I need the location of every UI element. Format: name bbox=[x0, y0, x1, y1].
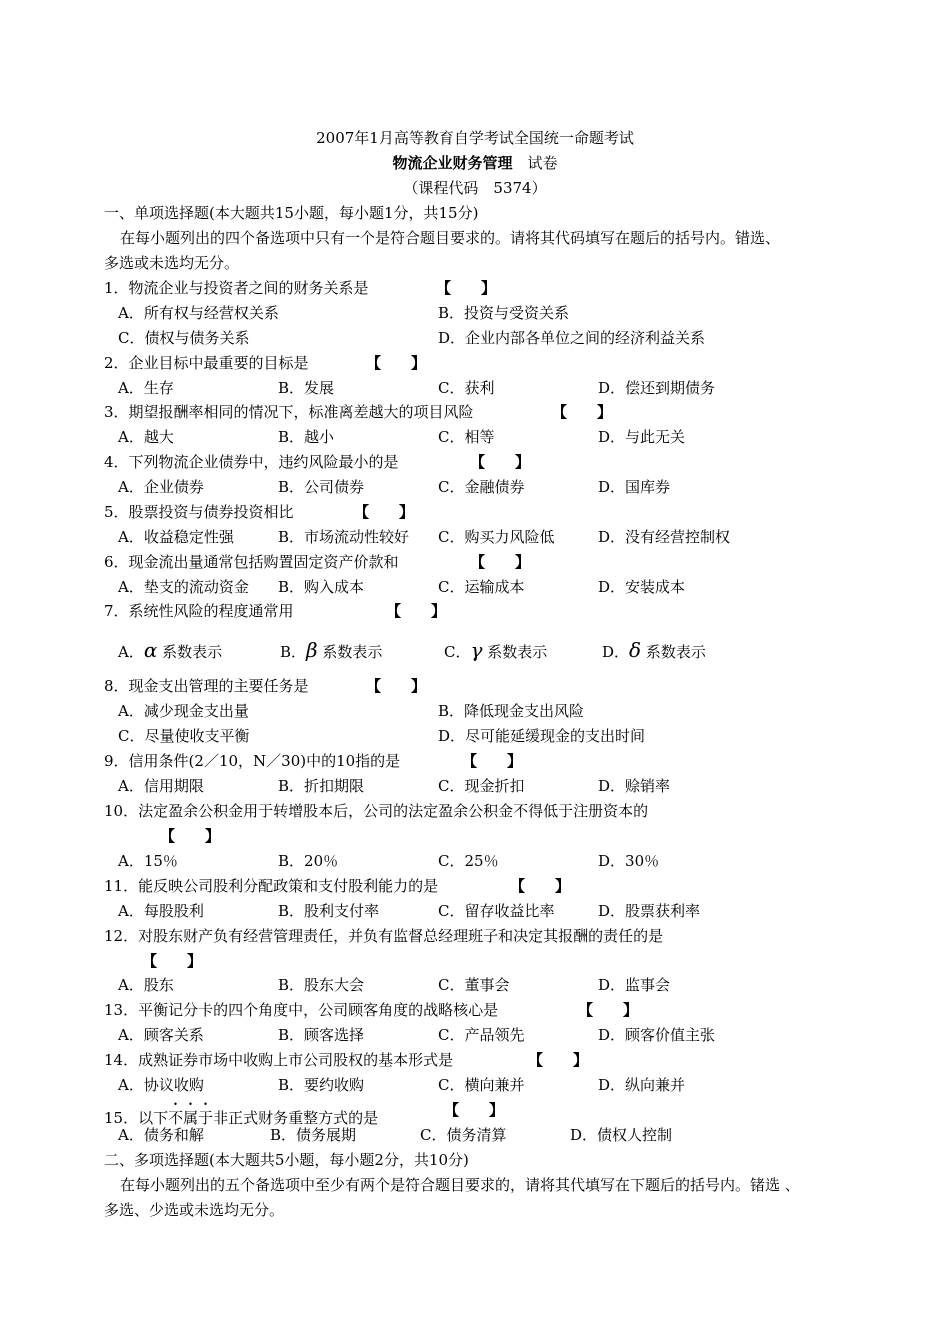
question-4-option-a: A．企业债券 bbox=[118, 478, 204, 496]
question-2-stem: 2．企业目标中最重要的目标是 bbox=[104, 354, 309, 372]
question-5-option-a: A．收益稳定性强 bbox=[118, 528, 234, 546]
question-14-stem: 14．成熟证券市场中收购上市公司股权的基本形式是 bbox=[104, 1051, 454, 1069]
question-9-option-b: B．折扣期限 bbox=[278, 777, 365, 795]
section1-instruction-cont: 多选或未选均无分。 bbox=[104, 254, 240, 272]
question-3-option-a: A．越大 bbox=[118, 428, 174, 446]
question-8-option-c: C．尽量使收支平衡 bbox=[118, 727, 250, 745]
answer-bracket: 【 】 bbox=[366, 677, 427, 695]
question-6-option-d: D．安装成本 bbox=[598, 578, 686, 596]
answer-bracket: 【 】 bbox=[444, 1101, 505, 1119]
question-4-option-c: C．金融债券 bbox=[438, 478, 525, 496]
answer-bracket: 【 】 bbox=[510, 877, 571, 895]
answer-bracket: 【 】 bbox=[470, 553, 531, 571]
section1-heading: 一、单项选择题(本大题共15小题，每小题1分，共15分) bbox=[104, 204, 479, 222]
section1-instruction: 在每小题列出的四个备选项中只有一个是符合题目要求的。请将其代码填写在题后的括号内。错选、 bbox=[120, 229, 781, 247]
question-12-option-a: A．股东 bbox=[118, 976, 174, 994]
answer-bracket: 【 】 bbox=[160, 827, 221, 845]
question-9-option-a: A．信用期限 bbox=[118, 777, 204, 795]
question-1-stem: 1．物流企业与投资者之间的财务关系是 bbox=[104, 279, 369, 297]
question-5-stem: 5．股票投资与债券投资相比 bbox=[104, 503, 294, 521]
question-14-option-c: C．横向兼并 bbox=[438, 1076, 525, 1094]
title-suffix: 试卷 bbox=[527, 154, 558, 172]
question-14-option-a: A．协议收购 bbox=[118, 1076, 204, 1094]
section2-instruction-cont: 多选、少选或未选均无分。 bbox=[104, 1201, 285, 1219]
answer-bracket: 【 】 bbox=[436, 279, 497, 297]
question-10-option-a: A．15％ bbox=[118, 852, 178, 870]
question-7-option-c: C．γ 系数表示 bbox=[444, 638, 548, 662]
question-11-option-a: A．每股股利 bbox=[118, 902, 204, 920]
question-2-option-c: C．获利 bbox=[438, 379, 495, 397]
section2-instruction: 在每小题列出的五个备选项中至少有两个是符合题目要求的，请将其代填写在下题后的括号内。锗选 、 bbox=[120, 1176, 800, 1194]
question-13-stem: 13．平衡记分卡的四个角度中，公司顾客角度的战略核心是 bbox=[104, 1001, 499, 1019]
question-8-option-b: B．降低现金支出风险 bbox=[438, 702, 585, 720]
question-10-option-c: C．25％ bbox=[438, 852, 499, 870]
question-10-stem: 10．法定盈余公积金用于转增股本后，公司的法定盈余公积金不得低于注册资本的 bbox=[104, 802, 649, 820]
question-10-option-d: D．30％ bbox=[598, 852, 660, 870]
question-12-stem: 12．对股东财产负有经营管理责任，并负有监督总经理班子和决定其报酬的责任的是 bbox=[104, 927, 664, 945]
exam-title bbox=[0, 153, 950, 173]
question-7-option-b: B．β 系数表示 bbox=[280, 638, 383, 662]
course-code: （课程代码 5374） bbox=[403, 179, 547, 197]
question-5-option-b: B．市场流动性较好 bbox=[278, 528, 410, 546]
question-9-stem: 9．信用条件(2／10，N／30)中的10指的是 bbox=[104, 752, 401, 770]
answer-bracket: 【 】 bbox=[578, 1001, 639, 1019]
question-15-option-d: D．债权人控制 bbox=[570, 1126, 673, 1144]
question-15-option-b: B．债务展期 bbox=[270, 1126, 357, 1144]
answer-bracket: 【 】 bbox=[142, 952, 203, 970]
question-8-option-d: D．尽可能延缓现金的支出时间 bbox=[438, 727, 646, 745]
question-6-stem: 6．现金流出量通常包括购置固定资产价款和 bbox=[104, 553, 399, 571]
exam-header-line: 2007年1月高等教育自学考试全国统一命题考试 bbox=[316, 129, 634, 147]
question-3-stem: 3．期望报酬率相同的情况下，标准离差越大的项目风险 bbox=[104, 403, 474, 421]
question-6-option-a: A．垫支的流动资金 bbox=[118, 578, 249, 596]
gamma-symbol: γ bbox=[470, 638, 483, 662]
question-2-option-d: D．偿还到期债务 bbox=[598, 379, 716, 397]
answer-bracket: 【 】 bbox=[552, 403, 613, 421]
question-3-option-c: C．相等 bbox=[438, 428, 495, 446]
question-2-option-a: A．生存 bbox=[118, 379, 174, 397]
alpha-symbol: α bbox=[143, 638, 158, 662]
question-10-option-b: B．20％ bbox=[278, 852, 339, 870]
question-7-option-a: A．α 系数表示 bbox=[118, 638, 223, 662]
answer-bracket: 【 】 bbox=[470, 453, 531, 471]
question-7-option-d: D．δ 系数表示 bbox=[602, 638, 706, 662]
question-4-stem: 4．下列物流企业债券中，违约风险最小的是 bbox=[104, 453, 399, 471]
question-1-option-d: D．企业内部各单位之间的经济利益关系 bbox=[438, 329, 706, 347]
question-14-option-d: D．纵向兼并 bbox=[598, 1076, 686, 1094]
question-5-option-c: C．购买力风险低 bbox=[438, 528, 555, 546]
question-2-option-b: B．发展 bbox=[278, 379, 335, 397]
question-9-option-c: C．现金折扣 bbox=[438, 777, 525, 795]
question-3-option-b: B．越小 bbox=[278, 428, 335, 446]
question-14-option-b: B．要约收购 bbox=[278, 1076, 365, 1094]
question-15-stem: 15．以下不属于非正式财务重整方式的是 bbox=[104, 1109, 379, 1127]
question-12-option-c: C．董事会 bbox=[438, 976, 510, 994]
question-5-option-d: D．没有经营控制权 bbox=[598, 528, 731, 546]
question-4-option-d: D．国库券 bbox=[598, 478, 671, 496]
question-13-option-a: A．顾客关系 bbox=[118, 1026, 204, 1044]
answer-bracket: 【 】 bbox=[354, 503, 415, 521]
question-9-option-d: D．赊销率 bbox=[598, 777, 671, 795]
question-11-option-b: B．股利支付率 bbox=[278, 902, 380, 920]
question-1-option-a: A．所有权与经营权关系 bbox=[118, 304, 279, 322]
question-13-option-d: D．顾客价值主张 bbox=[598, 1026, 716, 1044]
question-13-option-b: B．顾客选择 bbox=[278, 1026, 365, 1044]
answer-bracket: 【 】 bbox=[462, 752, 523, 770]
answer-bracket: 【 】 bbox=[366, 354, 427, 372]
question-11-stem: 11．能反映公司股利分配政策和支付股利能力的是 bbox=[104, 877, 439, 895]
answer-bracket: 【 】 bbox=[528, 1051, 589, 1069]
question-13-option-c: C．产品领先 bbox=[438, 1026, 525, 1044]
answer-bracket: 【 】 bbox=[386, 602, 447, 620]
question-7-stem: 7．系统性风险的程度通常用 bbox=[104, 602, 294, 620]
question-6-option-b: B．购入成本 bbox=[278, 578, 365, 596]
course-name: 物流企业财务管理 bbox=[392, 154, 513, 172]
question-8-option-a: A．减少现金支出量 bbox=[118, 702, 249, 720]
question-11-option-c: C．留存收益比率 bbox=[438, 902, 555, 920]
question-15-option-a: A．债务和解 bbox=[118, 1126, 204, 1144]
question-15-option-c: C．债务清算 bbox=[420, 1126, 507, 1144]
question-12-option-b: B．股东大会 bbox=[278, 976, 365, 994]
question-1-option-c: C．债权与债务关系 bbox=[118, 329, 250, 347]
beta-symbol: β bbox=[306, 638, 318, 662]
delta-symbol: δ bbox=[629, 638, 642, 662]
question-3-option-d: D．与此无关 bbox=[598, 428, 686, 446]
question-11-option-d: D．股票获利率 bbox=[598, 902, 701, 920]
section2-heading: 二、多项选择题(本大题共5小题，每小题2分，共10分) bbox=[104, 1151, 469, 1169]
question-8-stem: 8．现金支出管理的主要任务是 bbox=[104, 677, 309, 695]
question-6-option-c: C．运输成本 bbox=[438, 578, 525, 596]
question-4-option-b: B．公司债券 bbox=[278, 478, 365, 496]
question-12-option-d: D．监事会 bbox=[598, 976, 671, 994]
emphasized-negation: 不属于 bbox=[168, 1109, 214, 1127]
question-1-option-b: B．投资与受资关系 bbox=[438, 304, 570, 322]
